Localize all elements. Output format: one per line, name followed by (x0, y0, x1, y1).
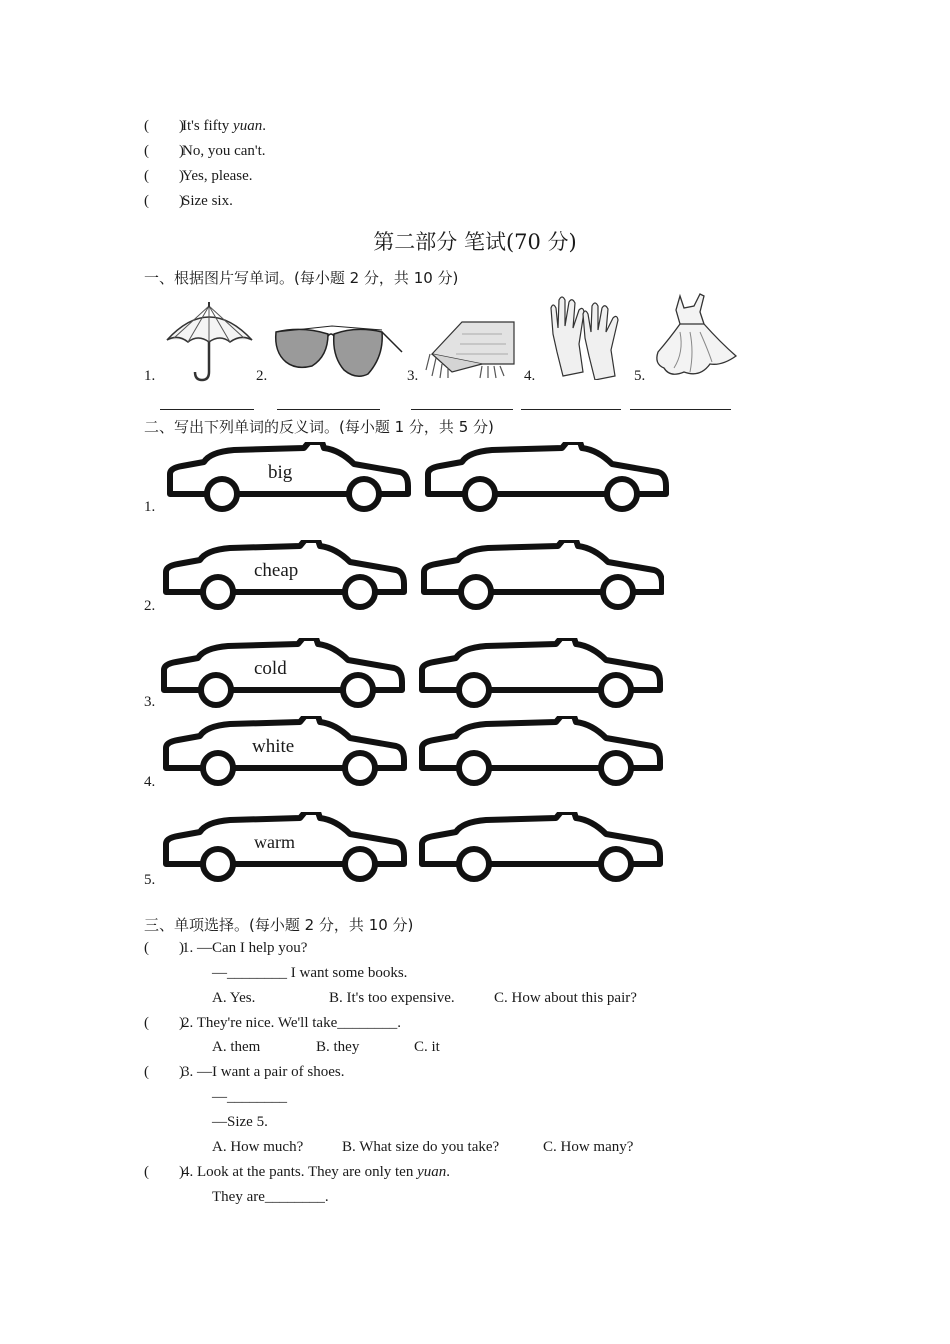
answer-text: No, you can't. (182, 143, 266, 159)
option-c[interactable]: C. How many? (543, 1139, 634, 1155)
option-c[interactable]: C. How about this pair? (494, 990, 637, 1006)
car-with-word (160, 540, 408, 617)
question-stem: 2. They're nice. We'll take________. (182, 1015, 402, 1031)
answer-text: Size six. (182, 193, 233, 209)
scarf-icon (422, 314, 518, 380)
section3-title: 三、单项选择。(每小题 2 分，共 10 分) (144, 916, 414, 934)
answer-paren[interactable]: ( ) (144, 1015, 184, 1031)
car-word: big (268, 462, 293, 483)
car-with-word (160, 812, 408, 889)
item-number: 1. (144, 368, 156, 384)
answer-paren[interactable]: ( ) (144, 193, 184, 209)
gloves-icon (545, 294, 621, 380)
answer-blank[interactable] (521, 409, 621, 410)
car-blank[interactable] (416, 716, 664, 793)
item-number: 3. (144, 694, 156, 710)
car-word: white (252, 736, 295, 757)
car-word: warm (254, 832, 295, 852)
answer-paren[interactable]: ( ) (144, 1064, 184, 1080)
item-number: 4. (524, 368, 536, 384)
answer-paren[interactable]: ( ) (144, 118, 184, 134)
answer-blank[interactable] (277, 409, 380, 410)
option-b[interactable]: B. they (316, 1039, 360, 1055)
item-number: 5. (634, 368, 646, 384)
question-line: —________ I want some books. (212, 965, 408, 981)
question-stem: 1. —Can I help you? (182, 940, 308, 956)
dress-icon (650, 292, 738, 382)
part-heading: 第二部分 笔试(70 分) (373, 230, 577, 254)
item-number: 3. (407, 368, 419, 384)
answer-paren[interactable]: ( ) (144, 168, 184, 184)
car-blank[interactable] (422, 442, 672, 519)
answer-paren[interactable]: ( ) (144, 143, 184, 159)
answer-paren[interactable]: ( ) (144, 1164, 184, 1180)
car-blank[interactable] (416, 812, 664, 889)
car-icon (416, 638, 664, 710)
option-b[interactable]: B. What size do you take? (342, 1139, 500, 1155)
answer-text: It's fifty yuan. (182, 118, 266, 134)
option-a[interactable]: A. them (212, 1039, 261, 1055)
item-number: 2. (256, 368, 268, 384)
question-line: —Size 5. (212, 1114, 268, 1130)
car-icon (422, 442, 672, 514)
car-with-word (160, 716, 408, 793)
section1-title: 一、根据图片写单词。(每小题 2 分，共 10 分) (144, 269, 459, 287)
question-line: —________ (212, 1089, 287, 1105)
car-icon (416, 716, 664, 788)
answer-blank[interactable] (630, 409, 731, 410)
sunglasses-icon (272, 322, 404, 380)
option-a[interactable]: A. Yes. (212, 990, 256, 1006)
question-stem: 3. —I want a pair of shoes. (182, 1064, 345, 1080)
option-a[interactable]: A. How much? (212, 1139, 304, 1155)
car-icon (416, 812, 664, 884)
item-number: 5. (144, 872, 156, 888)
question-stem: 4. Look at the pants. They are only ten yuan. (182, 1164, 450, 1180)
car-with-word (164, 442, 412, 519)
answer-blank[interactable] (160, 409, 254, 410)
car-word: cheap (254, 560, 299, 581)
car-word: cold (254, 658, 287, 679)
section2-title: 二、写出下列单词的反义词。(每小题 1 分，共 5 分) (144, 418, 494, 436)
answer-paren[interactable]: ( ) (144, 940, 184, 956)
option-b[interactable]: B. It's too expensive. (329, 990, 455, 1006)
car-blank[interactable] (416, 638, 664, 715)
option-c[interactable]: C. it (414, 1039, 440, 1055)
question-line: They are________. (212, 1189, 329, 1205)
umbrella-icon (162, 300, 257, 382)
car-blank[interactable] (418, 540, 664, 617)
item-number: 2. (144, 598, 156, 614)
answer-blank[interactable] (411, 409, 513, 410)
car-with-word (158, 638, 406, 715)
answer-text: Yes, please. (182, 168, 253, 184)
car-icon (418, 540, 664, 612)
item-number: 4. (144, 774, 156, 790)
item-number: 1. (144, 499, 156, 515)
